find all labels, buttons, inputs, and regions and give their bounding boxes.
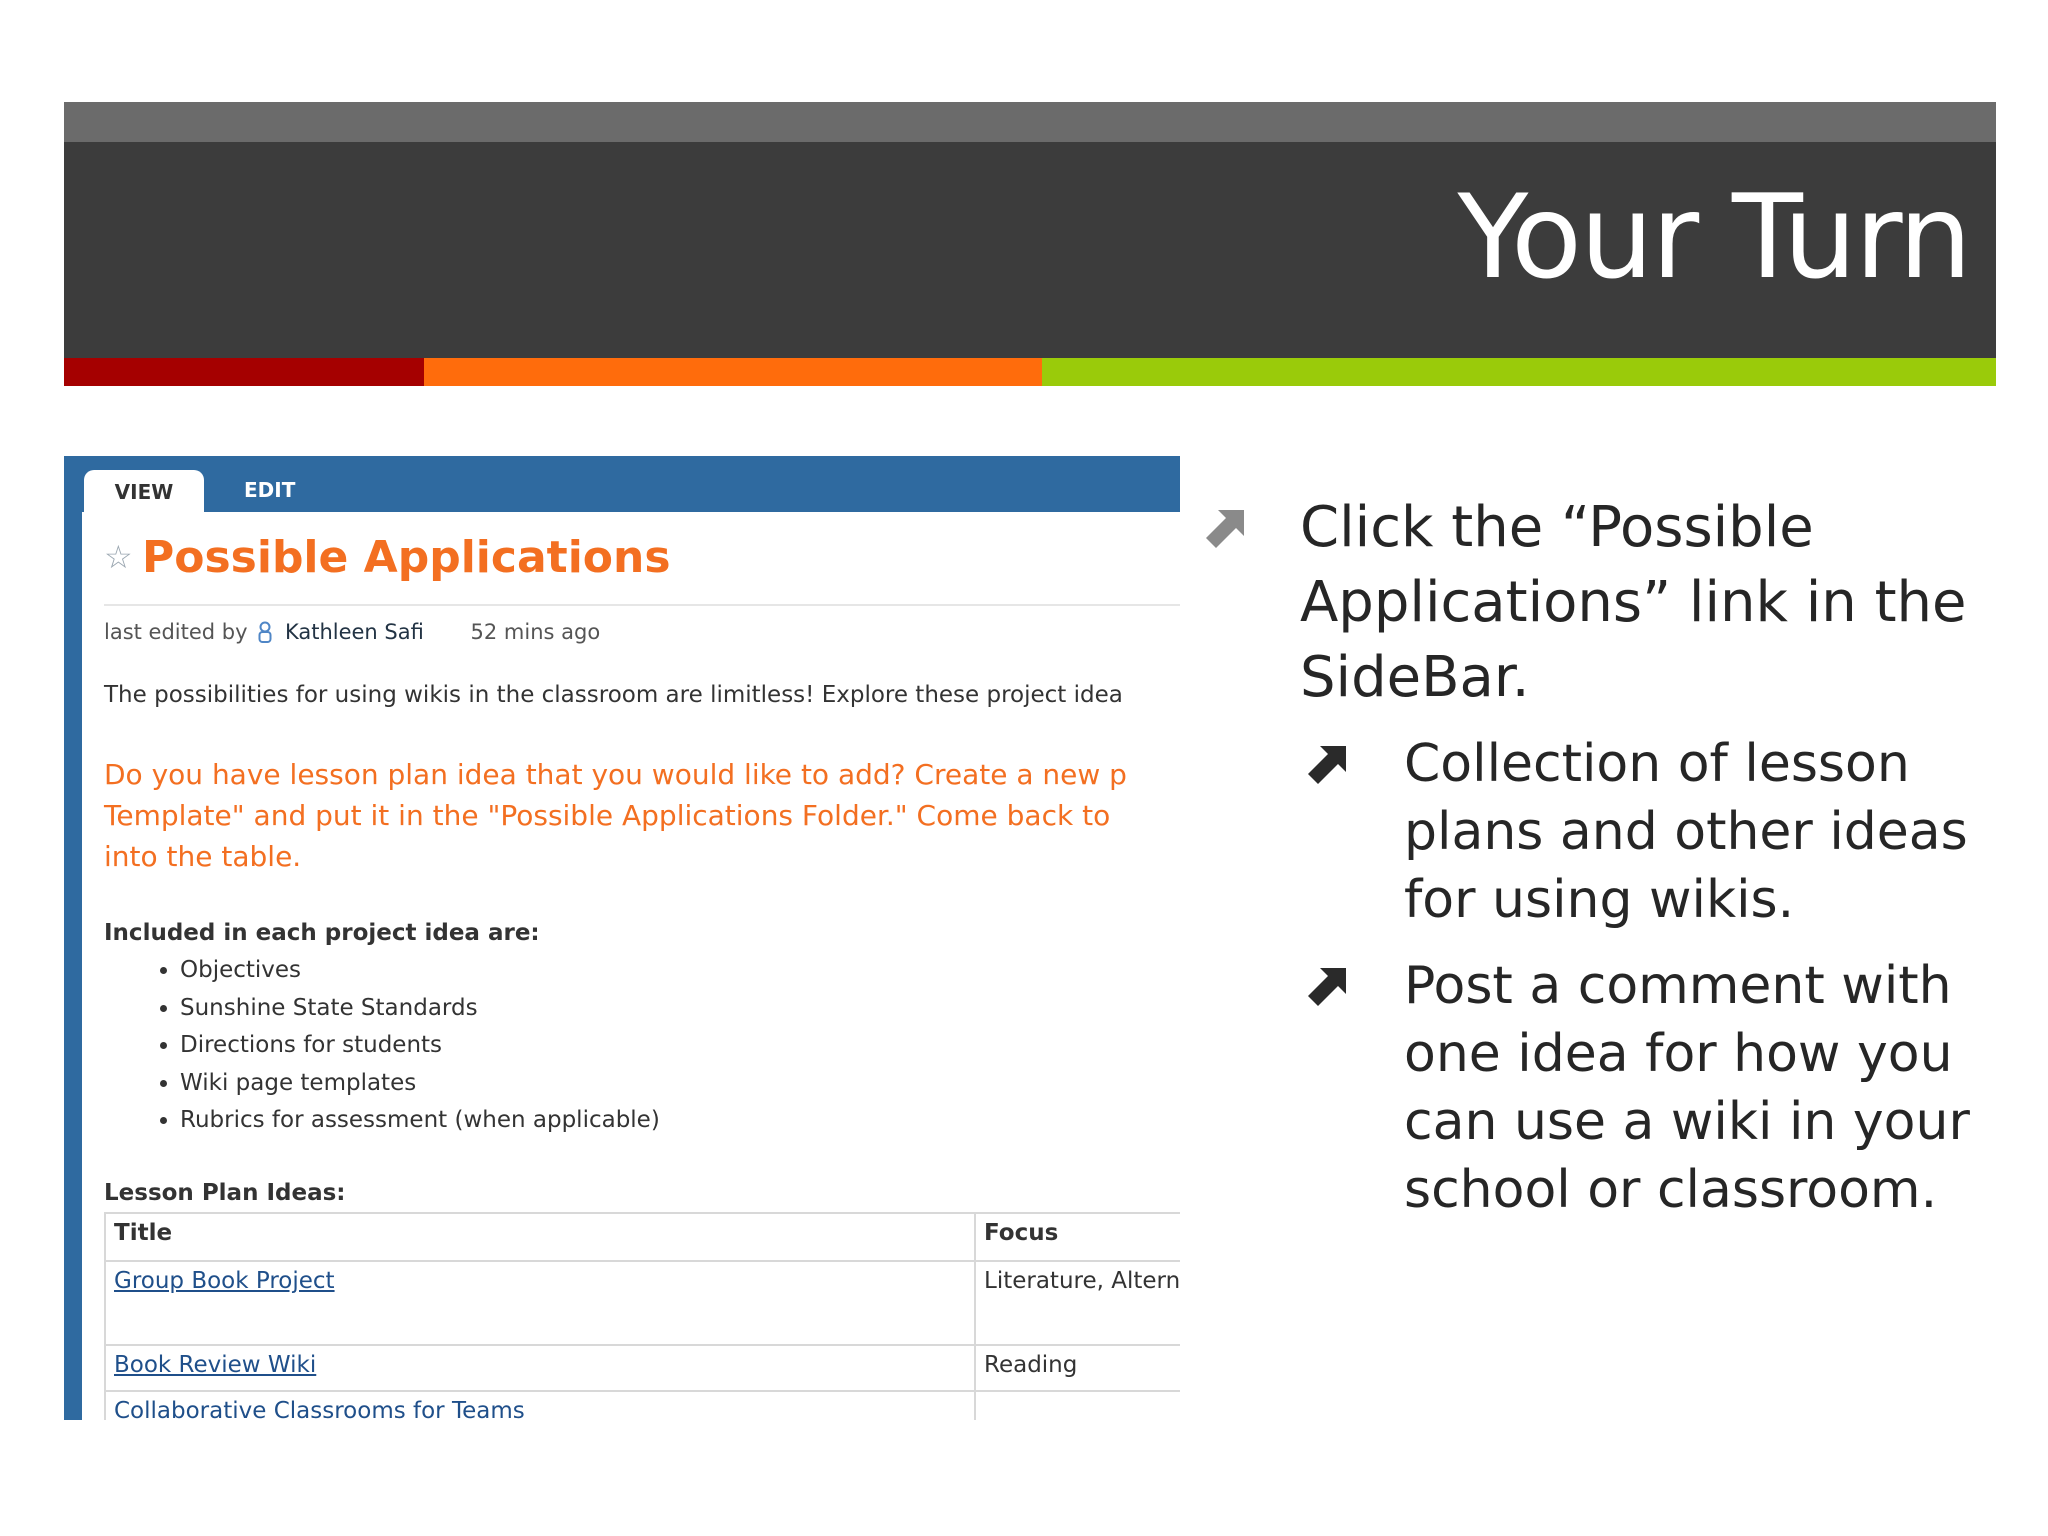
wiki-left-border [64,456,82,1420]
header-stripe-red [64,358,424,386]
list-item: • Directions for students [180,1027,660,1065]
page-meta [104,620,600,644]
lesson-heading: Lesson Plan Ideas: [104,1180,346,1206]
table-cell-title [105,1261,975,1345]
list-item: • Rubrics for assessment (when applicable) [180,1102,660,1140]
header-bar [64,142,1996,358]
wiki-screenshot [64,456,1180,1420]
list-item: • Wiki page templates [180,1065,660,1103]
header-stripe-orange [424,358,1042,386]
meta-prefix: last edited by [104,620,248,644]
lesson-link[interactable]: Book Review Wiki [114,1352,317,1378]
table-header-row [105,1213,1180,1261]
tab-view[interactable]: VIEW [84,470,204,514]
table-cell-focus [975,1391,1180,1420]
lesson-table [104,1212,1180,1420]
table-row [105,1391,1180,1420]
meta-time: 52 mins ago [470,620,601,644]
list-item: • Sunshine State Standards [180,990,660,1028]
lesson-link[interactable]: Collaborative Classrooms for Teams [114,1398,525,1420]
wiki-tab-bar [64,456,1180,512]
table-cell-focus: Reading [975,1345,1180,1391]
table-row [105,1345,1180,1391]
tab-edit[interactable]: EDIT [244,478,296,502]
column-header-title: Title [105,1213,975,1261]
table-cell-title [105,1391,975,1420]
title-divider [104,604,1180,606]
table-cell-title [105,1345,975,1391]
bullet-main: Click the “Possible Applications” link in the SideBar. [1300,495,1967,710]
header-stripe-green [1042,358,1996,386]
table-row [105,1261,1180,1345]
star-icon[interactable]: ☆ [104,538,133,576]
user-icon [258,621,272,643]
slide-title: Your Turn [1457,170,1970,305]
header-top-band [64,102,1996,142]
arrow-bullet-icon [1204,504,1248,548]
table-cell-focus: Literature, Altern [975,1261,1180,1345]
included-heading: Included in each project idea are: [104,920,540,946]
intro-text: The possibilities for using wikis in the classroom are limitless! Explore these project idea [104,682,1123,708]
bullet-sub-2: Post a comment with one idea for how you can use a wiki in your school or classroom. [1404,956,1970,1220]
included-list [144,952,660,1140]
bullet-sub-1: Collection of lesson plans and other ideas for using wikis. [1404,734,1968,930]
lesson-link[interactable]: Group Book Project [114,1268,335,1294]
arrow-bullet-icon [1306,962,1350,1006]
meta-user-link[interactable]: Kathleen Safi [284,620,424,644]
arrow-bullet-icon [1306,740,1350,784]
list-item: • Objectives [180,952,660,990]
callout-text: Do you have lesson plan idea that you would like to add? Create a new p Template" and put it in the "Possible Applications Folder." Come back to into the table. [104,758,1127,873]
page-title: Possible Applications [142,532,671,583]
column-header-focus: Focus [975,1213,1180,1261]
